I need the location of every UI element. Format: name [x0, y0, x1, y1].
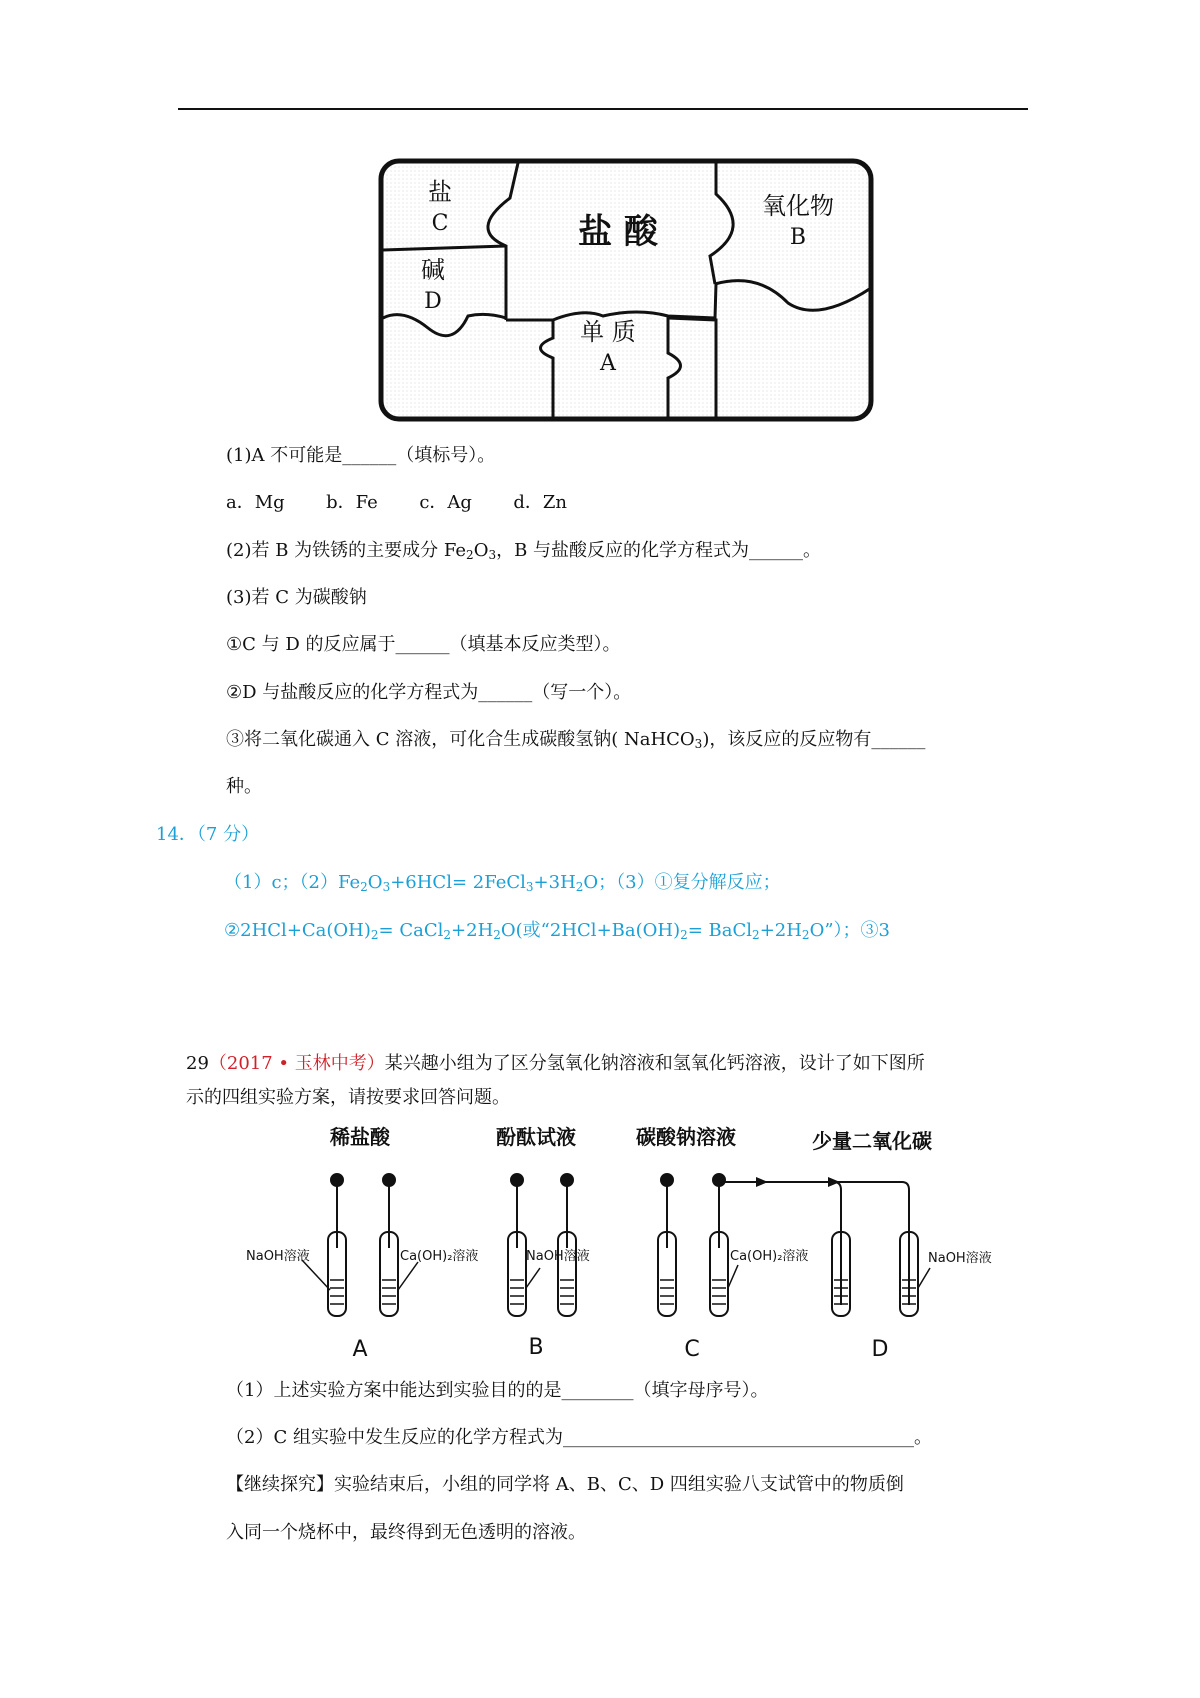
q13-part3-2: ②D 与盐酸反应的化学方程式为______（写一个）。	[226, 682, 632, 703]
answer-text: （1）c；（2）Fe	[224, 872, 361, 893]
center-label: 盐 酸	[578, 212, 658, 252]
answer-text: O	[367, 872, 383, 893]
sub: 2	[575, 880, 584, 894]
q29-stem-line-1	[186, 1051, 925, 1077]
sub: 2	[801, 928, 810, 942]
option-b: b．Fe	[326, 492, 378, 513]
q13-part2	[226, 538, 821, 564]
oxide-letter: B	[789, 225, 807, 250]
q13-part3-1: ①C 与 D 的反应属于______（填基本反应类型）。	[226, 634, 621, 655]
salt-letter: C	[431, 211, 449, 236]
sub: 3	[488, 548, 497, 562]
sub: 2	[680, 928, 688, 942]
reagent-label: 稀盐酸	[330, 1125, 390, 1149]
q13-part2-text: ，B 与盐酸反应的化学方程式为______。	[496, 540, 822, 561]
q13-part3-3	[226, 727, 925, 753]
tube-label: Ca(OH)₂溶液	[400, 1249, 479, 1264]
q13-part3-3-cont: 种。	[226, 776, 262, 797]
q13-part3: (3)若 C 为碳酸钠	[226, 587, 367, 608]
q13-part2-text: O	[473, 540, 489, 561]
answer-line-1	[224, 870, 781, 896]
answer-text: O；（3）①复分解反应；	[583, 872, 781, 893]
sub: 3	[525, 880, 534, 894]
group-label: D	[871, 1337, 889, 1360]
q29-continue-line-2: 入同一个烧杯中，最终得到无色透明的溶液。	[226, 1522, 586, 1543]
option-c: c．Ag	[419, 492, 472, 513]
base-label: 碱	[421, 256, 445, 284]
q29-stem-line-2: 示的四组实验方案，请按要求回答问题。	[186, 1087, 510, 1108]
reagent-label: 酚酞试液	[496, 1125, 576, 1149]
answer-text: = CaCl	[378, 920, 444, 941]
sub: 2	[360, 880, 368, 894]
q13-options	[226, 490, 567, 516]
answer-text: O(或“2HCl+Ba(OH)	[500, 920, 681, 941]
answer-heading: 14．（7 分）	[156, 824, 260, 845]
q29-stem: 某兴趣小组为了区分氢氧化钠溶液和氢氧化钙溶液，设计了如下图所	[384, 1053, 925, 1074]
q13-part3-3-text: ③将二氧化碳通入 C 溶液，可化合生成碳酸氢钠( NaHCO	[226, 729, 695, 750]
option-a: a．Mg	[226, 492, 285, 513]
reagent-label: 碳酸钠溶液	[636, 1125, 736, 1149]
answer-text: +2H	[759, 920, 802, 941]
sub: 3	[382, 880, 391, 894]
test-tube-experiments-diagram	[240, 1120, 1020, 1360]
tube-label: NaOH溶液	[526, 1249, 590, 1264]
answer-text: ②2HCl+Ca(OH)	[224, 920, 371, 941]
group-label: A	[352, 1337, 368, 1360]
answer-text: +3H	[533, 872, 576, 893]
option-d: d．Zn	[513, 492, 568, 513]
q29-number: 29	[186, 1053, 209, 1074]
oxide-label: 氧化物	[762, 192, 834, 220]
base-letter: D	[424, 289, 442, 314]
sub: 3	[694, 737, 703, 751]
q13-part2-text: (2)若 B 为铁锈的主要成分 Fe	[226, 540, 467, 561]
sub: 2	[466, 548, 474, 562]
answer-text: +2H	[451, 920, 494, 941]
answer-text: = BaCl	[687, 920, 753, 941]
q29-part2: （2）C 组实验中发生反应的化学方程式为_______________________________________。	[226, 1427, 932, 1448]
tube-label: NaOH溶液	[246, 1249, 310, 1264]
element-label: 单 质	[580, 318, 636, 346]
sub: 2	[752, 928, 760, 942]
sub: 2	[443, 928, 452, 942]
answer-text: O”）；③3	[809, 920, 890, 941]
sub: 2	[370, 928, 379, 942]
tube-label: NaOH溶液	[928, 1251, 992, 1266]
answer-line-2	[224, 918, 890, 944]
q29-continue-line-1: 【继续探究】实验结束后，小组的同学将 A、B、C、D 四组实验八支试管中的物质倒	[226, 1474, 904, 1495]
q13-part3-3-text: )，该反应的反应物有______	[702, 729, 926, 750]
hcl-reaction-diagram	[378, 158, 874, 422]
element-letter: A	[600, 351, 616, 376]
q29-part1: （1）上述实验方案中能达到实验目的的是________（填字母序号）。	[226, 1380, 769, 1401]
reagent-label: 少量二氧化碳	[812, 1129, 932, 1153]
group-label: B	[528, 1335, 544, 1360]
header-rule	[178, 108, 1028, 110]
salt-label: 盐	[428, 178, 452, 206]
sub: 2	[493, 928, 501, 942]
tube-label: Ca(OH)₂溶液	[730, 1249, 809, 1264]
answer-text: +6HCl= 2FeCl	[390, 872, 526, 893]
group-label: C	[684, 1337, 700, 1360]
q29-source: （2017 • 玉林中考）	[208, 1053, 385, 1074]
q13-part1: (1)A 不可能是______（填标号）。	[226, 445, 496, 466]
